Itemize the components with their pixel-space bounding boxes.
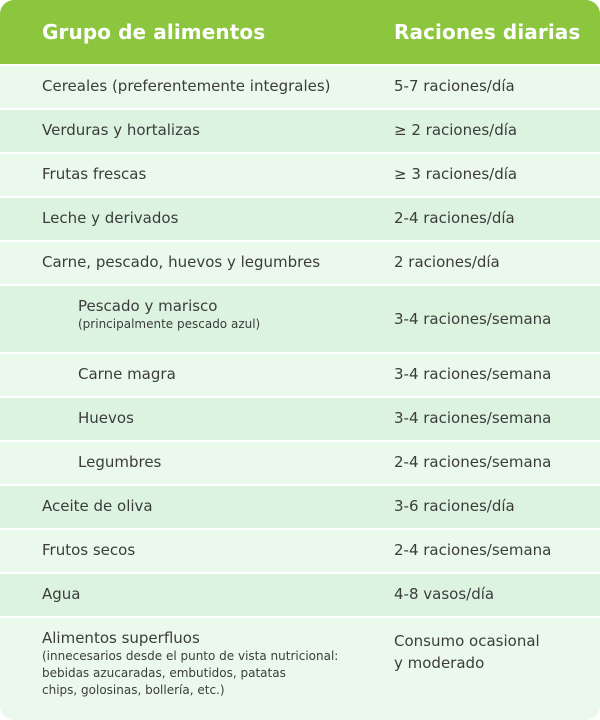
row-food-note-line: bebidas azucaradas, embutidos, patatas [42,666,286,680]
table-row [0,64,600,108]
row-food: Frutas frescas [42,165,147,183]
row-servings: ≥ 3 raciones/día [394,165,518,183]
row-food: Carne magra [78,365,176,383]
row-food: Carne, pescado, huevos y legumbres [42,253,321,271]
row-servings: ≥ 2 raciones/día [394,121,518,139]
row-food: Legumbres [78,453,162,471]
row-servings: 3-6 raciones/día [394,497,515,515]
row-servings: 4-8 vasos/día [394,585,495,603]
table-row [0,152,600,196]
table-row [0,284,600,352]
row-food: Huevos [78,409,134,427]
row-servings-line: y moderado [394,654,485,672]
row-servings: 2 raciones/día [394,253,500,271]
row-servings: 5-7 raciones/día [394,77,515,95]
row-servings: 3-4 raciones/semana [394,310,552,328]
row-food-note-line: (innecesarios desde el punto de vista nutricional: [42,649,339,663]
row-food: Aceite de oliva [42,497,153,515]
table-row [0,616,600,720]
header-servings: Raciones diarias [394,20,581,44]
table-row [0,572,600,616]
table-row [0,196,600,240]
row-food-note: (principalmente pescado azul) [78,317,261,331]
row-food: Frutos secos [42,541,136,559]
row-food-name: Pescado y marisco [78,297,218,315]
row-servings-line: Consumo ocasional [394,632,540,650]
row-food: Agua [42,585,81,603]
table-row [0,484,600,528]
row-food-note-line: chips, golosinas, bollería, etc.) [42,683,225,697]
row-food: Leche y derivados [42,209,179,227]
table-row [0,440,600,484]
row-servings [394,630,540,674]
table-row [0,352,600,396]
row-food: Cereales (preferentemente integrales) [42,77,331,95]
table-row [0,240,600,284]
table-row [0,396,600,440]
row-food [42,628,338,699]
row-servings: 3-4 raciones/semana [394,409,552,427]
table-row [0,108,600,152]
row-servings: 2-4 raciones/día [394,209,515,227]
row-servings: 2-4 raciones/semana [394,453,552,471]
row-food-name: Alimentos superfluos [42,629,200,647]
table-row [0,528,600,572]
row-servings: 2-4 raciones/semana [394,541,552,559]
row-food [78,296,260,333]
row-servings: 3-4 raciones/semana [394,365,552,383]
table-header [0,0,600,64]
header-group: Grupo de alimentos [42,20,266,44]
row-food: Verduras y hortalizas [42,121,200,139]
